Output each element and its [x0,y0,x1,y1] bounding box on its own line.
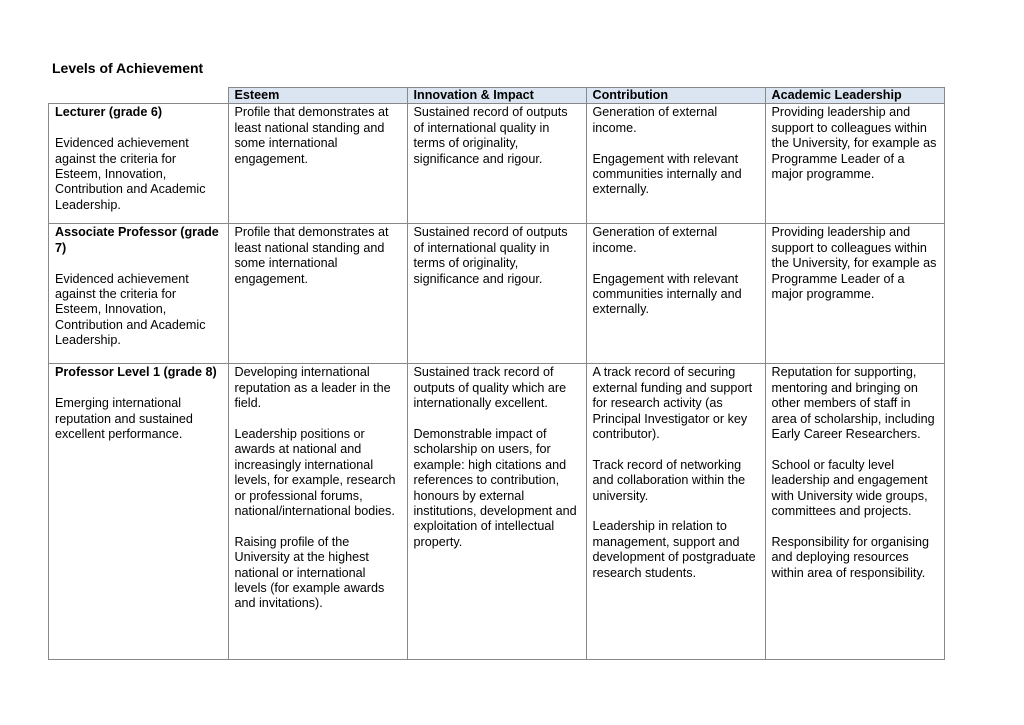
level-cell [49,104,229,224]
contribution-paragraph: A track record of securing external funding and support for research activity (as Principal Investigator or key contributor). [592,365,753,442]
esteem-paragraph: Raising profile of the University at the highest national or international levels (for example awards and invitations). [234,534,385,611]
table-row [49,364,945,660]
innovation-paragraph: Sustained track record of outputs of quality which are internationally excellent. [413,365,567,411]
contribution-paragraph: Engagement with relevant communities internally and externally. [592,271,742,317]
esteem-paragraph: Developing international reputation as a leader in the field. [234,365,391,411]
header-esteem: Esteem [228,88,407,104]
header-leadership: Academic Leadership [765,88,944,104]
esteem-paragraph: Profile that demonstrates at least national standing and some international engagement. [234,105,389,166]
innovation-paragraph: Sustained record of outputs of international quality in terms of originality, significance and rigour. [413,225,568,286]
contribution-paragraph: Generation of external income. [592,105,718,135]
header-row [49,88,945,104]
innovation-paragraph: Sustained record of outputs of international quality in terms of originality, significance and rigour. [413,105,568,166]
table-row [49,224,945,364]
contribution-cell [586,364,765,660]
level-cell [49,364,229,660]
esteem-paragraph: Profile that demonstrates at least national standing and some international engagement. [234,225,389,286]
esteem-cell [228,104,407,224]
innovation-cell [407,224,586,364]
contribution-cell [586,224,765,364]
contribution-paragraph: Generation of external income. [592,225,718,255]
contribution-paragraph: Track record of networking and collaboration within the university. [592,457,746,503]
leadership-cell [765,104,944,224]
level-description: Emerging international reputation and sustained excellent performance. [55,396,193,442]
level-description: Evidenced achievement against the criteria for Esteem, Innovation, Contribution and Academic Leadership. [55,271,206,348]
leadership-paragraph: Providing leadership and support to colleagues within the University, for example as Programme Leader of a major programme. [771,225,937,302]
leadership-cell [765,364,944,660]
innovation-paragraph: Demonstrable impact of scholarship on users, for example: high citations and references to contribution, honours by external institutions, development and exploitation of intellectual property. [413,427,577,549]
level-heading: Professor Level 1 (grade 8) [55,365,217,380]
table-row [49,104,945,224]
header-innovation: Innovation & Impact [407,88,586,104]
innovation-cell [407,104,586,224]
leadership-paragraph: Reputation for supporting, mentoring and bringing on other members of staff in area of scholarship, including Early Career Researchers. [771,365,935,442]
level-heading: Lecturer (grade 6) [55,105,163,120]
innovation-cell [407,364,586,660]
leadership-cell [765,224,944,364]
header-contribution: Contribution [586,88,765,104]
leadership-paragraph: School or faculty level leadership and engagement with University wide groups, committees and projects. [771,457,928,519]
esteem-cell [228,364,407,660]
level-description: Evidenced achievement against the criteria for Esteem, Innovation, Contribution and Academic Leadership. [55,136,206,212]
level-heading: Associate Professor (grade 7) [55,225,219,255]
header-blank [49,88,229,104]
contribution-paragraph: Leadership in relation to management, support and development of postgraduate research students. [592,519,756,580]
contribution-cell [586,104,765,224]
achievement-table [48,87,945,660]
page-title: Levels of Achievement [52,60,204,76]
contribution-paragraph: Engagement with relevant communities internally and externally. [592,151,742,197]
leadership-paragraph: Responsibility for organising and deploying resources within area of responsibility. [771,534,930,580]
esteem-cell [228,224,407,364]
leadership-paragraph: Providing leadership and support to colleagues within the University, for example as Programme Leader of a major programme. [771,105,937,182]
level-cell [49,224,229,364]
esteem-paragraph: Leadership positions or awards at national and increasingly international levels, for example, research or professional forums, national/international bodies. [234,427,396,519]
